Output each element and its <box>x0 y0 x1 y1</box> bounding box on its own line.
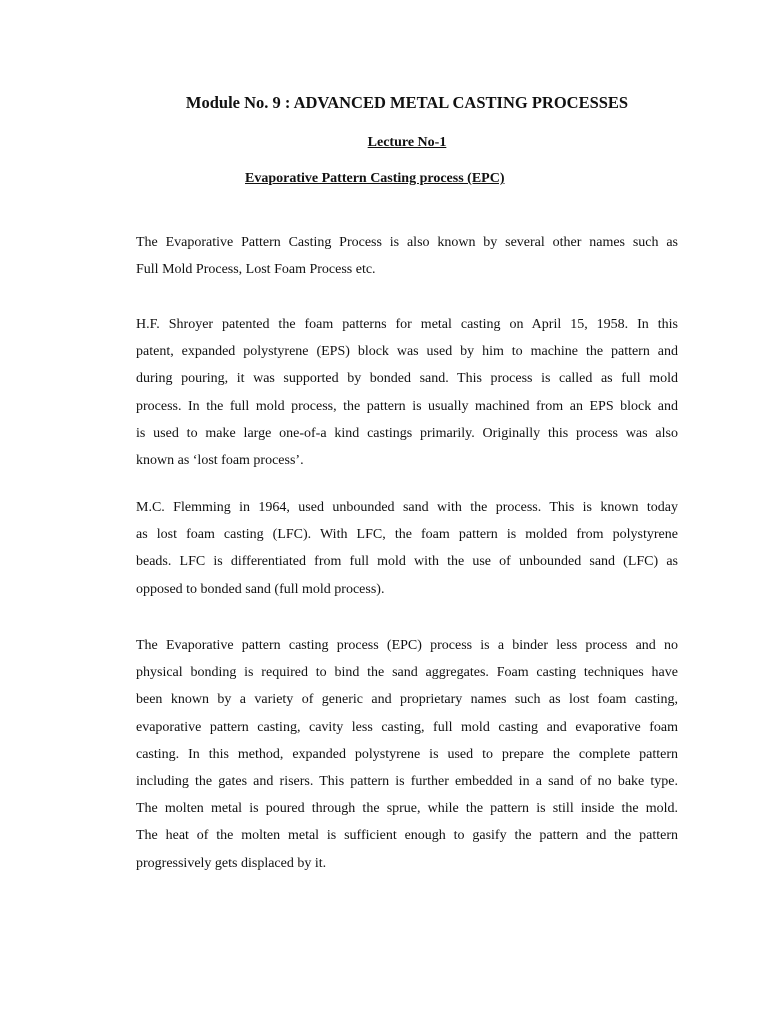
paragraph-line: The heat of the molten metal is sufficient enough to gasify the pattern and the pattern <box>136 828 678 844</box>
paragraph-line: patent, expanded polystyrene (EPS) block was used by him to machine the pattern and <box>136 344 678 360</box>
paragraph-line: M.C. Flemming in 1964, used unbounded sand with the process. This is known today <box>136 500 678 515</box>
paragraph-line: during pouring, it was supported by bonded sand. This process is called as full mold <box>136 371 678 387</box>
paragraph-line: progressively gets displaced by it. <box>136 855 327 871</box>
paragraph-line: as lost foam casting (LFC). With LFC, the foam pattern is molded from polystyrene <box>136 527 678 543</box>
paragraph-line: Full Mold Process, Lost Foam Process etc. <box>136 262 376 278</box>
paragraph-flemming <box>136 494 678 603</box>
paragraph-epc-process <box>136 632 678 877</box>
paragraph-line: The Evaporative Pattern Casting Process is also known by several other names such as <box>136 235 678 250</box>
section-title: Evaporative Pattern Casting process (EPC) <box>245 171 505 186</box>
paragraph-line: The molten metal is poured through the sprue, while the pattern is still inside the mold. <box>136 801 678 817</box>
paragraph-line: been known by a variety of generic and proprietary names such as lost foam casting, <box>136 692 678 708</box>
paragraph-line: H.F. Shroyer patented the foam patterns for metal casting on April 15, 1958. In this <box>136 317 678 332</box>
paragraph-line: physical bonding is required to bind the sand aggregates. Foam casting techniques have <box>136 665 678 681</box>
module-title: Module No. 9 : ADVANCED METAL CASTING PROCESSES <box>185 93 629 112</box>
paragraph-line: is used to make large one-of-a kind castings primarily. Originally this process was also <box>136 425 678 441</box>
paragraph-line: opposed to bonded sand (full mold process). <box>136 581 385 597</box>
paragraph-line: The Evaporative pattern casting process (EPC) process is a binder less process and no <box>136 638 678 653</box>
paragraph-line: casting. In this method, expanded polystyrene is used to prepare the complete pattern <box>136 746 678 762</box>
paragraph-intro <box>136 229 678 283</box>
paragraph-line: process. In the full mold process, the pattern is usually machined from an EPS block and <box>136 398 678 414</box>
paragraph-line: known as ‘lost foam process’. <box>136 452 304 468</box>
paragraph-shroyer <box>136 311 678 474</box>
paragraph-line: beads. LFC is differentiated from full mold with the use of unbounded sand (LFC) as <box>136 554 678 570</box>
paragraph-line: including the gates and risers. This pattern is further embedded in a sand of no bake type. <box>136 773 678 789</box>
lecture-title: Lecture No-1 <box>367 135 447 150</box>
paragraph-line: evaporative pattern casting, cavity less casting, full mold casting and evaporative foam <box>136 719 678 735</box>
